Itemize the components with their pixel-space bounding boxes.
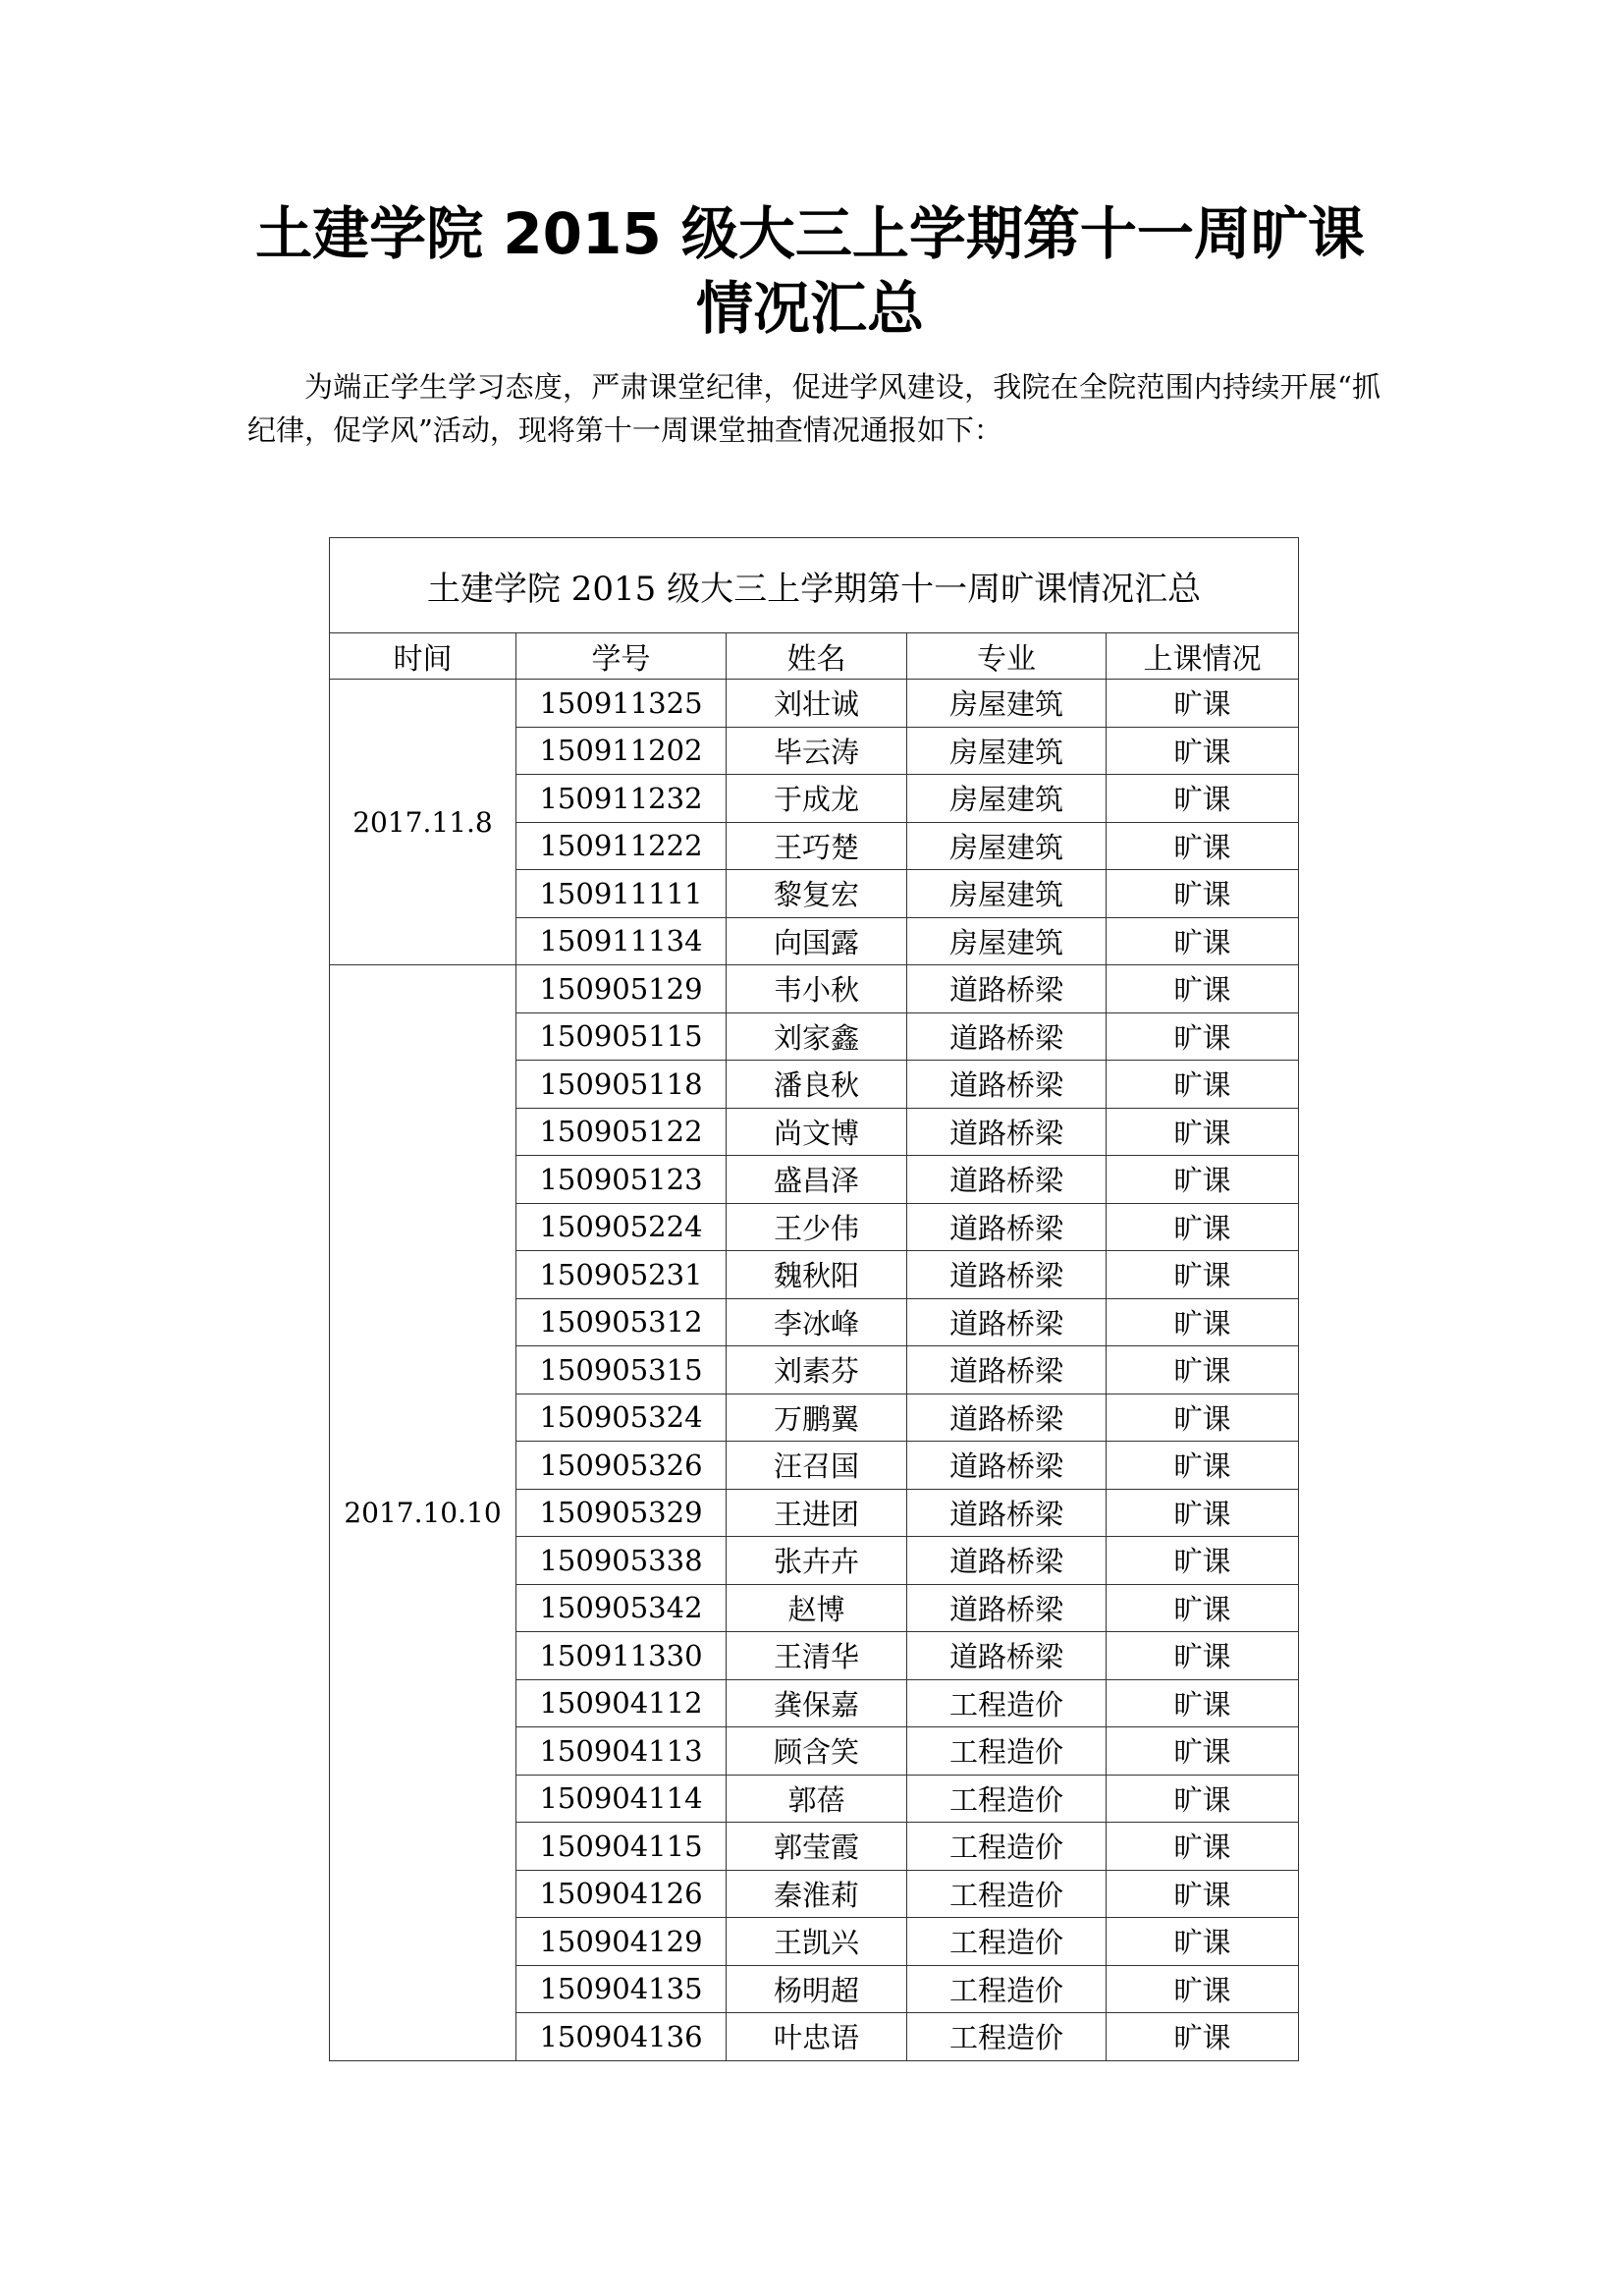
major-cell: 房屋建筑	[907, 870, 1107, 918]
header-student-id: 学号	[516, 633, 727, 680]
name-cell: 韦小秋	[727, 965, 907, 1013]
attendance-cell: 旷课	[1107, 1108, 1299, 1156]
major-cell: 道路桥梁	[907, 1156, 1107, 1204]
name-cell: 顾含笑	[727, 1727, 907, 1776]
major-cell: 房屋建筑	[907, 727, 1107, 775]
attendance-cell: 旷课	[1107, 1965, 1299, 2013]
student-id-cell: 150905129	[516, 965, 727, 1013]
student-id-cell: 150904129	[516, 1918, 727, 1966]
name-cell: 万鹏翼	[727, 1394, 907, 1442]
student-id-cell: 150911232	[516, 775, 727, 823]
name-cell: 刘素芬	[727, 1346, 907, 1394]
attendance-cell: 旷课	[1107, 1012, 1299, 1061]
major-cell: 工程造价	[907, 1679, 1107, 1727]
major-cell: 工程造价	[907, 1965, 1107, 2013]
name-cell: 潘良秋	[727, 1061, 907, 1109]
student-id-cell: 150905115	[516, 1012, 727, 1061]
major-cell: 道路桥梁	[907, 1012, 1107, 1061]
header-attendance: 上课情况	[1107, 633, 1299, 680]
date-cell: 2017.11.8	[330, 680, 516, 965]
header-major: 专业	[907, 633, 1107, 680]
major-cell: 房屋建筑	[907, 775, 1107, 823]
student-id-cell: 150905312	[516, 1298, 727, 1346]
name-cell: 向国露	[727, 917, 907, 965]
major-cell: 道路桥梁	[907, 1061, 1107, 1109]
major-cell: 工程造价	[907, 1870, 1107, 1918]
name-cell: 王巧楚	[727, 822, 907, 870]
major-cell: 道路桥梁	[907, 1537, 1107, 1585]
attendance-cell: 旷课	[1107, 2013, 1299, 2061]
student-id-cell: 150905338	[516, 1537, 727, 1585]
attendance-cell: 旷课	[1107, 1346, 1299, 1394]
major-cell: 道路桥梁	[907, 1251, 1107, 1299]
student-id-cell: 150905123	[516, 1156, 727, 1204]
attendance-cell: 旷课	[1107, 965, 1299, 1013]
major-cell: 房屋建筑	[907, 680, 1107, 728]
student-id-cell: 150911222	[516, 822, 727, 870]
major-cell: 道路桥梁	[907, 1584, 1107, 1632]
student-id-cell: 150904126	[516, 1870, 727, 1918]
name-cell: 郭蓓	[727, 1775, 907, 1823]
major-cell: 工程造价	[907, 1823, 1107, 1871]
name-cell: 汪召国	[727, 1442, 907, 1490]
name-cell: 于成龙	[727, 775, 907, 823]
student-id-cell: 150905324	[516, 1394, 727, 1442]
name-cell: 刘家鑫	[727, 1012, 907, 1061]
attendance-cell: 旷课	[1107, 1918, 1299, 1966]
student-id-cell: 150905118	[516, 1061, 727, 1109]
student-id-cell: 150911325	[516, 680, 727, 728]
major-cell: 房屋建筑	[907, 917, 1107, 965]
date-cell: 2017.10.10	[330, 965, 516, 2061]
name-cell: 魏秋阳	[727, 1251, 907, 1299]
attendance-cell: 旷课	[1107, 822, 1299, 870]
name-cell: 王少伟	[727, 1203, 907, 1251]
student-id-cell: 150911330	[516, 1632, 727, 1680]
name-cell: 王进团	[727, 1489, 907, 1537]
student-id-cell: 150905329	[516, 1489, 727, 1537]
attendance-cell: 旷课	[1107, 917, 1299, 965]
name-cell: 叶忠语	[727, 2013, 907, 2061]
attendance-cell: 旷课	[1107, 870, 1299, 918]
major-cell: 工程造价	[907, 1727, 1107, 1776]
attendance-cell: 旷课	[1107, 1251, 1299, 1299]
student-id-cell: 150905122	[516, 1108, 727, 1156]
major-cell: 道路桥梁	[907, 1203, 1107, 1251]
attendance-cell: 旷课	[1107, 1584, 1299, 1632]
attendance-cell: 旷课	[1107, 1679, 1299, 1727]
attendance-cell: 旷课	[1107, 1823, 1299, 1871]
major-cell: 道路桥梁	[907, 1298, 1107, 1346]
student-id-cell: 150904135	[516, 1965, 727, 2013]
attendance-cell: 旷课	[1107, 1394, 1299, 1442]
intro-paragraph: 为端正学生学习态度，严肃课堂纪律，促进学风建设，我院在全院范围内持续开展“抓纪律，促学风”活动，现将第十一周课堂抽查情况通报如下：	[247, 370, 1380, 447]
name-cell: 黎复宏	[727, 870, 907, 918]
header-name: 姓名	[727, 633, 907, 680]
document-title	[236, 196, 1384, 346]
name-cell: 张卉卉	[727, 1537, 907, 1585]
student-id-cell: 150905326	[516, 1442, 727, 1490]
attendance-cell: 旷课	[1107, 1298, 1299, 1346]
name-cell: 秦淮莉	[727, 1870, 907, 1918]
major-cell: 工程造价	[907, 1918, 1107, 1966]
name-cell: 杨明超	[727, 1965, 907, 2013]
attendance-cell: 旷课	[1107, 1870, 1299, 1918]
attendance-cell: 旷课	[1107, 680, 1299, 728]
student-id-cell: 150904115	[516, 1823, 727, 1871]
name-cell: 李冰峰	[727, 1298, 907, 1346]
attendance-cell: 旷课	[1107, 1061, 1299, 1109]
attendance-cell: 旷课	[1107, 1156, 1299, 1204]
major-cell: 道路桥梁	[907, 965, 1107, 1013]
major-cell: 房屋建筑	[907, 822, 1107, 870]
major-cell: 道路桥梁	[907, 1346, 1107, 1394]
student-id-cell: 150905231	[516, 1251, 727, 1299]
major-cell: 道路桥梁	[907, 1442, 1107, 1490]
student-id-cell: 150904114	[516, 1775, 727, 1823]
attendance-cell: 旷课	[1107, 1442, 1299, 1490]
absence-summary-table	[329, 537, 1299, 2061]
student-id-cell: 150905342	[516, 1584, 727, 1632]
student-id-cell: 150904113	[516, 1727, 727, 1776]
student-id-cell: 150905224	[516, 1203, 727, 1251]
student-id-cell: 150904136	[516, 2013, 727, 2061]
name-cell: 龚保嘉	[727, 1679, 907, 1727]
table-header-row	[330, 633, 1299, 680]
student-id-cell: 150904112	[516, 1679, 727, 1727]
attendance-cell: 旷课	[1107, 1489, 1299, 1537]
attendance-cell: 旷课	[1107, 1632, 1299, 1680]
attendance-cell: 旷课	[1107, 1537, 1299, 1585]
attendance-cell: 旷课	[1107, 727, 1299, 775]
table-row	[330, 965, 1299, 1013]
name-cell: 赵博	[727, 1584, 907, 1632]
attendance-cell: 旷课	[1107, 1727, 1299, 1776]
major-cell: 工程造价	[907, 1775, 1107, 1823]
table-row	[330, 680, 1299, 728]
major-cell: 道路桥梁	[907, 1632, 1107, 1680]
attendance-cell: 旷课	[1107, 1775, 1299, 1823]
major-cell: 道路桥梁	[907, 1489, 1107, 1537]
name-cell: 盛昌泽	[727, 1156, 907, 1204]
name-cell: 尚文博	[727, 1108, 907, 1156]
major-cell: 道路桥梁	[907, 1394, 1107, 1442]
student-id-cell: 150911134	[516, 917, 727, 965]
student-id-cell: 150911202	[516, 727, 727, 775]
student-id-cell: 150905315	[516, 1346, 727, 1394]
attendance-cell: 旷课	[1107, 775, 1299, 823]
table-body	[330, 680, 1299, 2061]
name-cell: 郭莹霞	[727, 1823, 907, 1871]
name-cell: 刘壮诚	[727, 680, 907, 728]
name-cell: 王凯兴	[727, 1918, 907, 1966]
attendance-cell: 旷课	[1107, 1203, 1299, 1251]
table-caption: 土建学院 2015 级大三上学期第十一周旷课情况汇总	[330, 538, 1299, 633]
student-id-cell: 150911111	[516, 870, 727, 918]
name-cell: 王清华	[727, 1632, 907, 1680]
major-cell: 道路桥梁	[907, 1108, 1107, 1156]
document-title-line2: 情况汇总	[695, 275, 924, 342]
document-title-line1: 土建学院 2015 级大三上学期第十一周旷课	[255, 200, 1365, 267]
header-date: 时间	[330, 633, 516, 680]
name-cell: 毕云涛	[727, 727, 907, 775]
major-cell: 工程造价	[907, 2013, 1107, 2061]
